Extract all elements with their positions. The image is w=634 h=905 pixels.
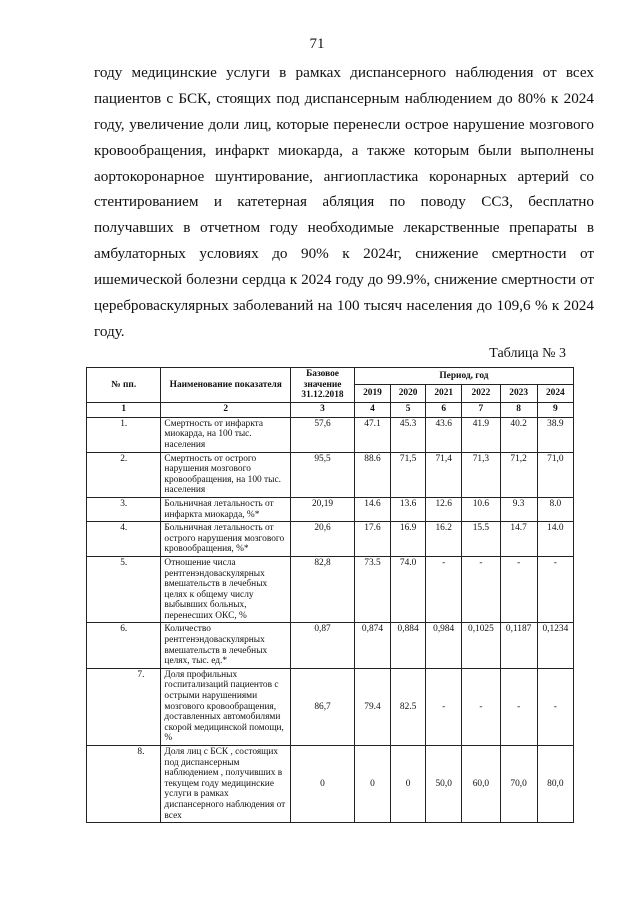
indicator-name: Смертность от острого нарушения мозгового кровообращения, на 100 тыс. населения (161, 452, 291, 497)
row-number: 2. (87, 452, 161, 497)
header-year: 2022 (462, 385, 500, 402)
year-value: 13.6 (391, 497, 426, 521)
base-value: 20,6 (291, 522, 355, 557)
base-value: 82,8 (291, 556, 355, 623)
year-value: 14.0 (537, 522, 573, 557)
year-value: 70,0 (500, 746, 537, 823)
year-value: - (500, 556, 537, 623)
row-number: 5. (87, 556, 161, 623)
year-value: 74.0 (391, 556, 426, 623)
index-cell: 3 (291, 402, 355, 417)
row-number: 7. (87, 668, 161, 745)
paragraph-line: цереброваскулярных заболеваний на 100 тысяч населения до 109,6 % к 2024 (94, 297, 594, 315)
header-year: 2024 (537, 385, 573, 402)
table-row (87, 746, 574, 823)
body-paragraph (94, 60, 594, 345)
year-value: 47.1 (354, 417, 390, 452)
year-value: 0,884 (391, 623, 426, 668)
indicator-name: Количество рентгенэндоваскулярных вмешательств в лечебных целях, тыс. ед.* (161, 623, 291, 668)
year-value: 38.9 (537, 417, 573, 452)
year-value: 73.5 (354, 556, 390, 623)
year-value: 8.0 (537, 497, 573, 521)
year-value: 50,0 (426, 746, 462, 823)
year-value: 0,984 (426, 623, 462, 668)
header-period: Период, год (354, 368, 573, 385)
year-value: - (426, 556, 462, 623)
year-value: 0 (354, 746, 390, 823)
year-value: 88.6 (354, 452, 390, 497)
year-value: 9.3 (500, 497, 537, 521)
index-row (87, 402, 574, 417)
year-value: 16.9 (391, 522, 426, 557)
year-value: 45.3 (391, 417, 426, 452)
indicators-table (86, 367, 574, 823)
paragraph-line: стентированием и катетерная абляция по поводу ССЗ, бесплатно (94, 193, 594, 211)
indicator-name: Доля профильных госпитализаций пациентов с острыми нарушениями мозгового кровообращения, доставленных автомобилями скорой медицинской помощи, % (161, 668, 291, 745)
year-value: 14.7 (500, 522, 537, 557)
year-value: - (537, 668, 573, 745)
year-value: 71,5 (391, 452, 426, 497)
row-number: 3. (87, 497, 161, 521)
paragraph-line: ишемической болезни сердца к 2024 году до 99.9%, снижение смертности от (94, 271, 594, 289)
table-caption: Таблица № 3 (489, 346, 566, 361)
table-body (87, 417, 574, 822)
paragraph-line: году. (94, 322, 125, 340)
year-value: 71,3 (462, 452, 500, 497)
index-cell: 9 (537, 402, 573, 417)
indicator-name: Больничная летальность от острого нарушения мозгового кровообращения, %* (161, 522, 291, 557)
row-number: 1. (87, 417, 161, 452)
table-row (87, 556, 574, 623)
header-year: 2020 (391, 385, 426, 402)
year-value: 0,1234 (537, 623, 573, 668)
year-value: 0 (391, 746, 426, 823)
year-value: - (426, 668, 462, 745)
base-value: 0,87 (291, 623, 355, 668)
header-year: 2023 (500, 385, 537, 402)
base-value: 20,19 (291, 497, 355, 521)
year-value: - (462, 556, 500, 623)
year-value: - (500, 668, 537, 745)
year-value: 0,1025 (462, 623, 500, 668)
table-row (87, 417, 574, 452)
index-cell: 2 (161, 402, 291, 417)
index-cell: 6 (426, 402, 462, 417)
header-num: № пп. (87, 368, 161, 403)
paragraph-line: аортокоронарное шунтирование, ангиопластика коронарных артерий со (94, 167, 594, 185)
row-number: 4. (87, 522, 161, 557)
paragraph-line: амбулаторных условиях до 90% к 2024г, снижение смертности от (94, 245, 594, 263)
year-value: 43.6 (426, 417, 462, 452)
year-value: 15.5 (462, 522, 500, 557)
row-number: 6. (87, 623, 161, 668)
year-value: 79.4 (354, 668, 390, 745)
year-value: 82.5 (391, 668, 426, 745)
index-cell: 4 (354, 402, 390, 417)
year-value: 16.2 (426, 522, 462, 557)
index-cell: 1 (87, 402, 161, 417)
base-value: 86,7 (291, 668, 355, 745)
year-value: 0,1187 (500, 623, 537, 668)
paragraph-line: пациентов с БСК, стоящих под диспансерным наблюдением до 80% к 2024 (94, 89, 594, 107)
paragraph-line: году, увеличение доли лиц, которые перенесли острое нарушение мозгового (94, 115, 594, 133)
table-row (87, 668, 574, 745)
base-value: 95,5 (291, 452, 355, 497)
indicator-name: Отношение числа рентгенэндоваскулярных вмешательств в лечебных целях к общему числу выбывших больных, перенесших ОКС, % (161, 556, 291, 623)
year-value: 71,0 (537, 452, 573, 497)
paragraph-line: кровообращения, инфаркт миокарда, а также которым были выполнены (94, 141, 594, 159)
page-number: 71 (309, 36, 325, 52)
row-number: 8. (87, 746, 161, 823)
paragraph-line: получавших в отчетном году необходимые лекарственные препараты в (94, 219, 594, 237)
base-value: 0 (291, 746, 355, 823)
year-value: 0,874 (354, 623, 390, 668)
year-value: 40.2 (500, 417, 537, 452)
year-value: 60,0 (462, 746, 500, 823)
index-cell: 8 (500, 402, 537, 417)
header-year: 2019 (354, 385, 390, 402)
indicator-name: Доля лиц с БСК , состоящих под диспансерным наблюдением , получивших в текущем году медицинские услуги в рамках диспансерного наблюдения от всех (161, 746, 291, 823)
header-base: Базовое значение 31.12.2018 (291, 368, 355, 403)
year-value: - (462, 668, 500, 745)
year-value: 12.6 (426, 497, 462, 521)
year-value: 71,2 (500, 452, 537, 497)
table-row (87, 497, 574, 521)
year-value: - (537, 556, 573, 623)
header-name: Наименование показателя (161, 368, 291, 403)
year-value: 80,0 (537, 746, 573, 823)
year-value: 10.6 (462, 497, 500, 521)
year-value: 14.6 (354, 497, 390, 521)
index-cell: 7 (462, 402, 500, 417)
year-value: 41.9 (462, 417, 500, 452)
table-row (87, 452, 574, 497)
header-year: 2021 (426, 385, 462, 402)
index-cell: 5 (391, 402, 426, 417)
paragraph-line: году медицинские услуги в рамках диспансерного наблюдения от всех (94, 64, 594, 81)
year-value: 17.6 (354, 522, 390, 557)
year-value: 71,4 (426, 452, 462, 497)
table-row (87, 522, 574, 557)
indicator-name: Больничная летальность от инфаркта миокарда, %* (161, 497, 291, 521)
base-value: 57,6 (291, 417, 355, 452)
indicator-name: Смертность от инфаркта миокарда, на 100 тыс. населения (161, 417, 291, 452)
header-row-1 (87, 368, 574, 385)
table-row (87, 623, 574, 668)
